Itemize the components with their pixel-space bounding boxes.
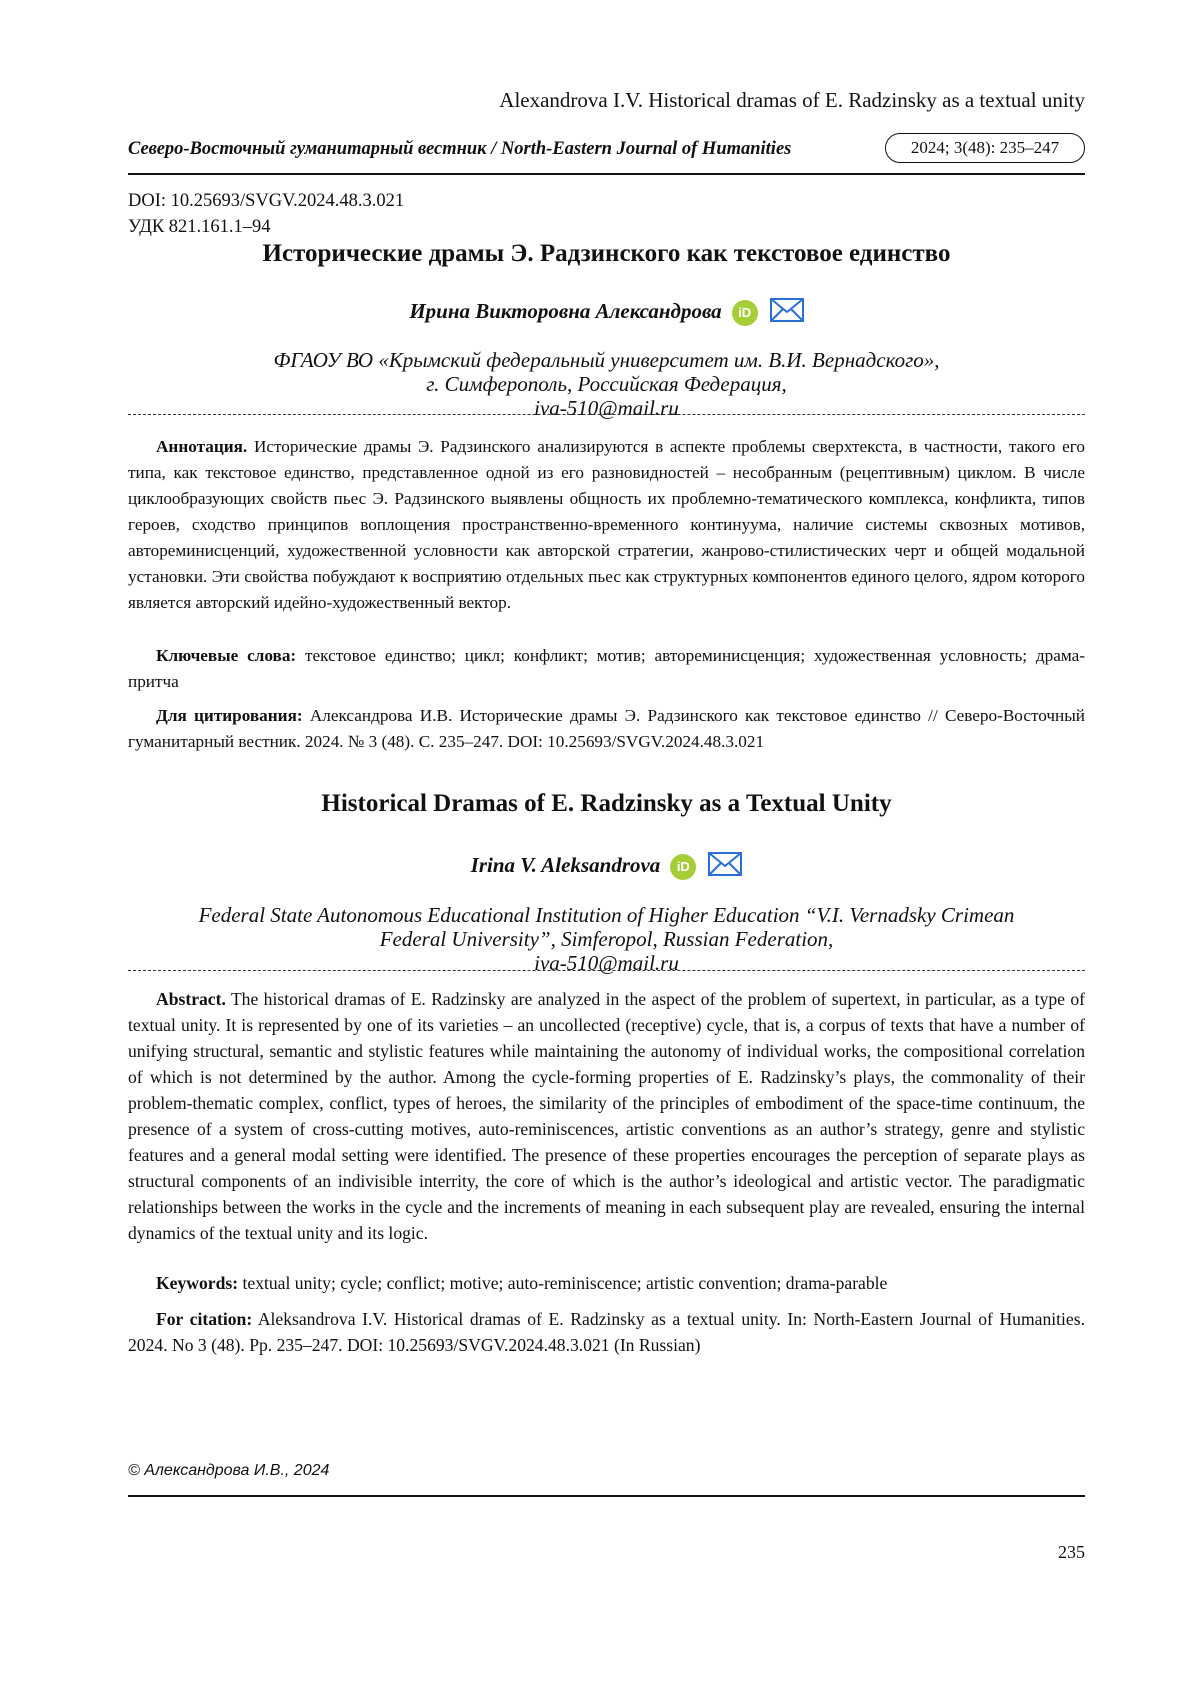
dashed-divider <box>128 970 1085 971</box>
email-icon[interactable] <box>708 852 742 882</box>
abstract-ru <box>128 434 1085 616</box>
affiliation-line-2: г. Симферополь, Российская Федерация, <box>426 372 787 396</box>
citation-text: Александрова И.В. Исторические драмы Э. Радзинского как текстовое единство // Северо-Восточный гуманитарный вестник. 2024. № 3 (48). С. 235–247. DOI: 10.25693/SVGV.2024.48.3.021 <box>128 706 1085 751</box>
article-meta <box>128 188 404 240</box>
journal-name: Северо-Восточный гуманитарный вестник / North-Eastern Journal of Humanities <box>128 139 792 159</box>
author-line-en <box>128 852 1085 882</box>
udk: УДК 821.161.1–94 <box>128 217 271 237</box>
abstract-en <box>128 986 1085 1246</box>
email-link[interactable]: iva-510@mail.ru <box>534 951 679 975</box>
article-title-en: Historical Dramas of E. Radzinsky as a Textual Unity <box>321 790 892 817</box>
abstract-label: Аннотация. <box>156 437 248 456</box>
citation-ru <box>128 703 1085 755</box>
footer-rule <box>128 1495 1085 1497</box>
keywords-text: textual unity; cycle; conflict; motive; auto-reminiscence; artistic convention; drama-parable <box>242 1273 888 1293</box>
email-icon[interactable] <box>770 298 804 328</box>
affiliation-ru <box>128 348 1085 420</box>
citation-label: Для цитирования: <box>156 706 303 725</box>
author-name-ru: Ирина Викторовна Александрова <box>409 298 722 323</box>
keywords-label: Ключевые слова: <box>156 646 297 665</box>
author-name-en: Irina V. Aleksandrova <box>470 852 661 877</box>
abstract-text: The historical dramas of E. Radzinsky are analyzed in the aspect of the problem of supertext, in particular, as a type of textual unity. It is represented by one of its varieties – an uncollected (receptive) cycle, that is, a corpus of texts that have a number of unifying structural, semantic and stylistic features while maintaining the autonomy of individual works, the compositional correlation of which is not determined by the author. Among the cycle-forming properties of E. Radzinsky’s plays, the commonality of their problem-thematic complex, conflict, types of heroes, the similarity of the principles of embodiment of the space-time continuum, the presence of a system of cross-cutting motives, auto-reminiscences, artistic conventions as an author’s strategy, genre and stylistic features and a general modal setting were identified. The presence of these properties encourages the perception of separate plays as structural components of an indivisible interrity, the core of which is the author’s ideological and artistic vector. The paradigmatic relationships between the works in the cycle and the increments of meaning in each subsequent play are revealed, ensuring the internal dynamics of the textual unity and its logic. <box>128 989 1085 1243</box>
journal-header <box>128 133 1085 169</box>
keywords-en <box>128 1270 1085 1296</box>
copyright-notice: © Александрова И.В., 2024 <box>128 1462 330 1479</box>
keywords-ru <box>128 643 1085 695</box>
affiliation-line-1: ФГАОУ ВО «Крымский федеральный университет им. В.И. Вернадского», <box>273 348 940 372</box>
orcid-icon[interactable]: iD <box>670 854 696 880</box>
page-number: 235 <box>1058 1542 1085 1562</box>
article-title-ru: Исторические драмы Э. Радзинского как текстовое единство <box>262 240 951 267</box>
keywords-text: текстовое единство; цикл; конфликт; мотив; автореминисценция; художественная условность; драма-притча <box>128 646 1086 691</box>
header-rule <box>128 173 1085 175</box>
doi: DOI: 10.25693/SVGV.2024.48.3.021 <box>128 191 405 211</box>
abstract-text: Исторические драмы Э. Радзинского анализируются в аспекте проблемы сверхтекста, в частности, такого его типа, как текстовое единство, представленное одной из его разновидностей – несобранным (рецептивным) циклом. В числе циклообразующих свойств пьес Э. Радзинского выявлены общность их проблемно-тематического комплекса, конфликта, типов героев, сходство принципов воплощения пространственно-временного континуума, наличие системы сквозных мотивов, автореминисценций, художественной условности как авторской стратегии, жанрово-стилистических черт и общей модальной установки. Эти свойства побуждают к восприятию отдельных пьес как структурных компонентов единого целого, ядром которого является авторский идейно-художественный вектор. <box>128 437 1086 612</box>
issue-badge: 2024; 3(48): 235–247 <box>885 133 1085 163</box>
affiliation-line-1: Federal State Autonomous Educational Institution of Higher Education “V.I. Vernadsky Crimean <box>198 903 1015 927</box>
citation-label: For citation: <box>156 1309 253 1329</box>
running-head: Alexandrova I.V. Historical dramas of E. Radzinsky as a textual unity <box>499 88 1085 112</box>
affiliation-en <box>128 903 1085 975</box>
abstract-label: Abstract. <box>156 989 226 1009</box>
citation-text: Aleksandrova I.V. Historical dramas of E. Radzinsky as a textual unity. In: North-Eastern Journal of Humanities. 2024. No 3 (48). Pp. 235–247. DOI: 10.25693/SVGV.2024.48.3.021 (In Russian) <box>128 1309 1085 1355</box>
keywords-label: Keywords: <box>156 1273 239 1293</box>
affiliation-line-2: Federal University”, Simferopol, Russian Federation, <box>379 927 834 951</box>
email-link[interactable]: iva-510@mail.ru <box>534 396 679 420</box>
dashed-divider <box>128 414 1085 415</box>
citation-en <box>128 1306 1085 1358</box>
orcid-icon[interactable]: iD <box>732 300 758 326</box>
author-line-ru <box>128 298 1085 328</box>
